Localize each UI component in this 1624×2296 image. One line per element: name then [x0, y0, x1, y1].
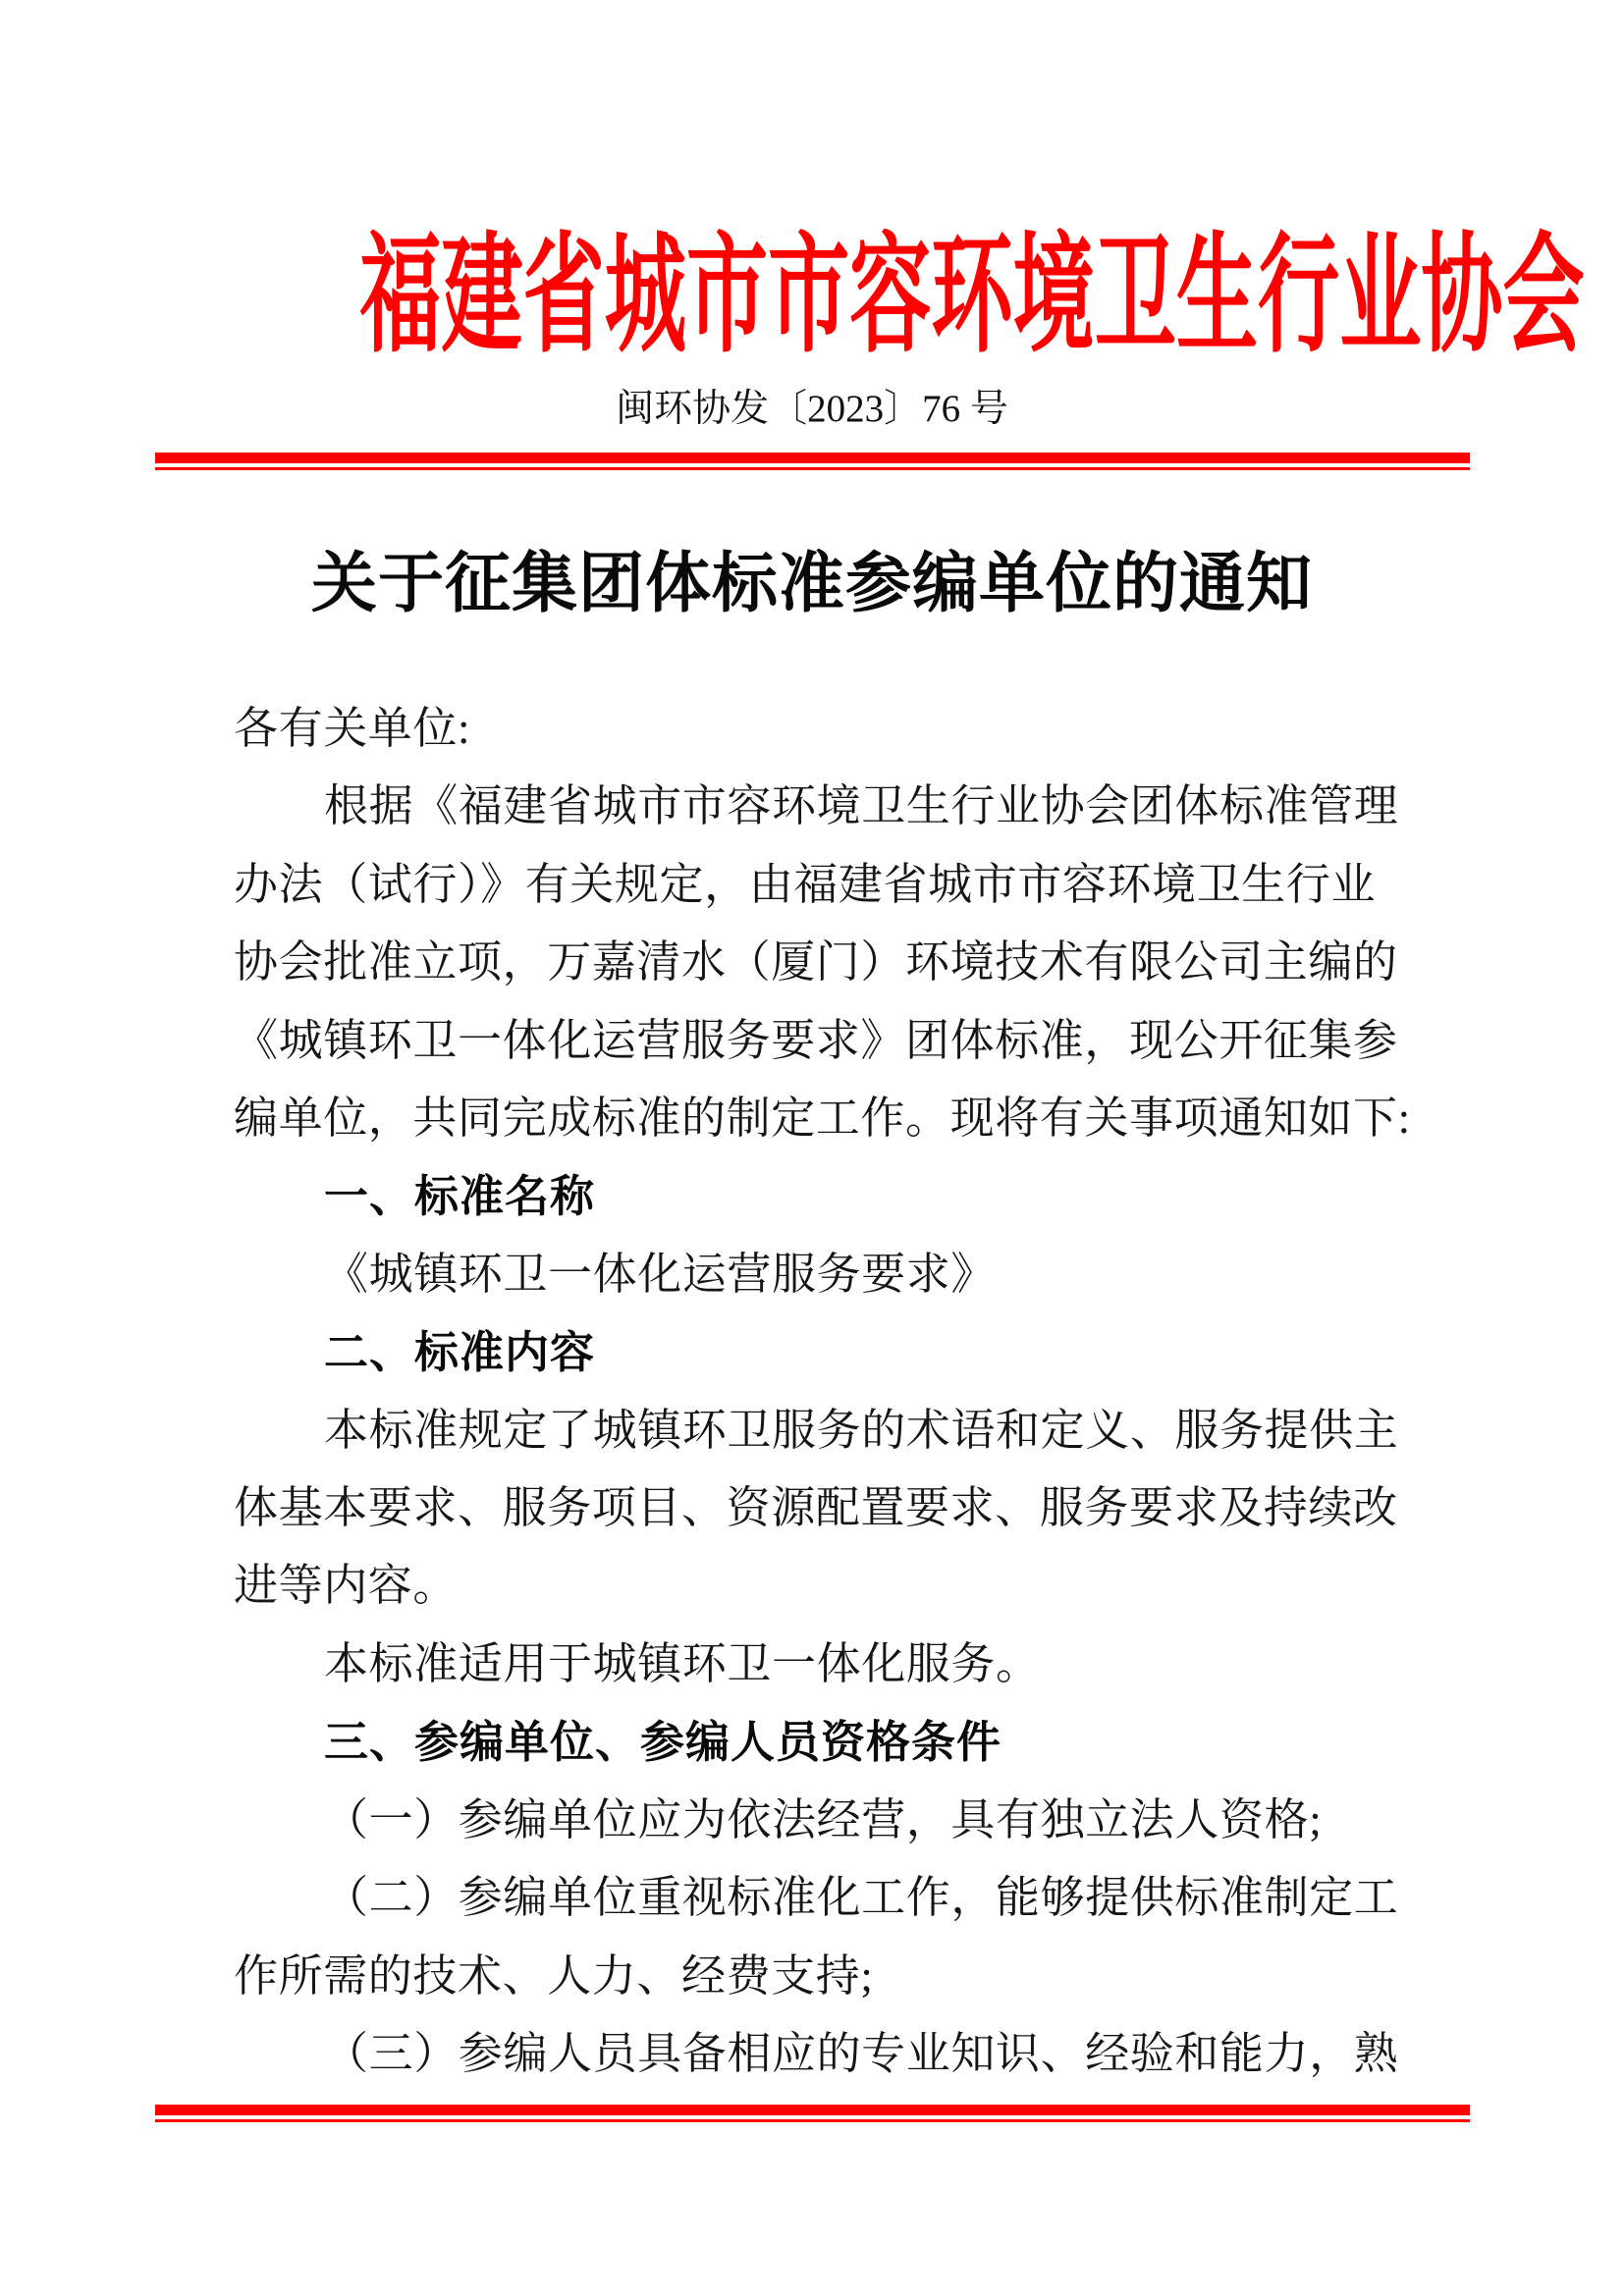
org-masthead-text: 福建省城市市容环境卫生行业协会: [359, 224, 1585, 368]
body-line: 协会批准立项，万嘉清水（厦门）环境技术有限公司主编的: [234, 937, 1398, 988]
body-line: 本标准适用于城镇环卫一体化服务。: [324, 1638, 1041, 1688]
org-masthead-title: [0, 218, 1624, 375]
section-heading: 二、标准内容: [324, 1327, 596, 1378]
doc-number: 闽环协发〔2023〕76 号: [616, 388, 1008, 430]
footer-rule-thick: [155, 2105, 1470, 2115]
body-line: 作所需的技术、人力、经费支持;: [234, 1950, 874, 2001]
body-line: 各有关单位:: [234, 704, 471, 753]
footer-rule-thin: [155, 2119, 1470, 2122]
body-line: 根据《福建省城市市容环境卫生行业协会团体标准管理: [324, 781, 1399, 831]
header-rule-thin: [155, 467, 1470, 470]
body-line: 体基本要求、服务项目、资源配置要求、服务要求及持续改: [234, 1483, 1398, 1533]
body-line: 编单位，共同完成标准的制定工作。现将有关事项通知如下:: [234, 1094, 1411, 1144]
body-line: 本标准规定了城镇环卫服务的术语和定义、服务提供主: [324, 1405, 1399, 1455]
section-heading: 一、标准名称: [324, 1171, 596, 1222]
body-line: 办法（试行）》有关规定，由福建省城市市容环境卫生行业: [234, 859, 1377, 909]
body-line: 进等内容。: [234, 1561, 459, 1611]
body-line: 《城镇环卫一体化运营服务要求》: [324, 1249, 997, 1299]
section-heading: 三、参编单位、参编人员资格条件: [324, 1717, 1002, 1768]
body-line: （三）参编人员具备相应的专业知识、经验和能力，熟: [324, 2028, 1399, 2078]
header-rule-thick: [155, 453, 1470, 463]
body-line: 《城镇环卫一体化运营服务要求》团体标准，现公开征集参: [234, 1015, 1398, 1065]
body-line: （一）参编单位应为依法经营，具有独立法人资格;: [324, 1794, 1323, 1844]
notice-title: 关于征集团体标准参编单位的通知: [311, 548, 1313, 620]
body-line: （二）参编单位重视标准化工作，能够提供标准制定工: [324, 1873, 1399, 1923]
notice-body: [234, 690, 1411, 2093]
